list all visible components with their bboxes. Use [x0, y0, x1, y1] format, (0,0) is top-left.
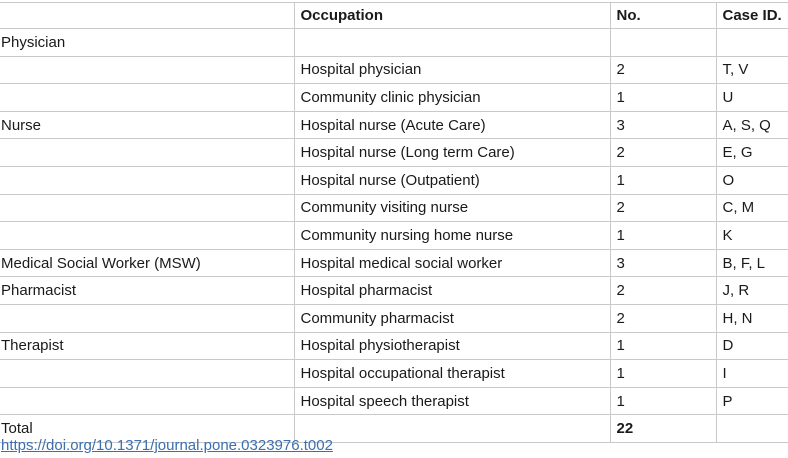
header-case-id: Case ID. — [716, 3, 788, 29]
table-row — [0, 360, 788, 388]
count-cell: 1 — [610, 84, 716, 112]
occupation-cell: Community nursing home nurse — [294, 222, 610, 250]
case-id-cell: E, G — [716, 139, 788, 167]
table-header-row — [0, 3, 788, 29]
case-id-cell: D — [716, 332, 788, 360]
category-cell: Pharmacist — [0, 277, 294, 305]
table-row — [0, 111, 788, 139]
occupation-cell: Community pharmacist — [294, 304, 610, 332]
category-cell — [0, 194, 294, 222]
case-id-cell: I — [716, 360, 788, 388]
case-id-cell: H, N — [716, 304, 788, 332]
occupation-cell: Hospital occupational therapist — [294, 360, 610, 388]
category-cell — [0, 387, 294, 415]
category-cell: Medical Social Worker (MSW) — [0, 249, 294, 277]
category-cell — [0, 166, 294, 194]
category-cell: Nurse — [0, 111, 294, 139]
table-row — [0, 194, 788, 222]
table-row — [0, 56, 788, 84]
count-cell: 3 — [610, 111, 716, 139]
case-id-cell: P — [716, 387, 788, 415]
header-count: No. — [610, 3, 716, 29]
table-row — [0, 29, 788, 57]
total-occupation-cell — [294, 415, 610, 443]
count-cell: 1 — [610, 222, 716, 250]
count-cell: 1 — [610, 360, 716, 388]
occupation-cell: Hospital nurse (Long term Care) — [294, 139, 610, 167]
occupation-cell: Hospital physician — [294, 56, 610, 84]
count-cell: 1 — [610, 166, 716, 194]
table-row — [0, 166, 788, 194]
case-id-cell: K — [716, 222, 788, 250]
count-cell: 2 — [610, 194, 716, 222]
table-row — [0, 387, 788, 415]
occupation-cell: Hospital medical social worker — [294, 249, 610, 277]
header-category — [0, 3, 294, 29]
table-row — [0, 277, 788, 305]
case-id-cell: A, S, Q — [716, 111, 788, 139]
count-cell: 1 — [610, 387, 716, 415]
case-id-cell: J, R — [716, 277, 788, 305]
header-occupation: Occupation — [294, 3, 610, 29]
count-cell — [610, 29, 716, 57]
category-cell — [0, 56, 294, 84]
occupation-cell: Community visiting nurse — [294, 194, 610, 222]
category-cell — [0, 84, 294, 112]
occupation-cell: Hospital physiotherapist — [294, 332, 610, 360]
case-id-cell: B, F, L — [716, 249, 788, 277]
case-id-cell: U — [716, 84, 788, 112]
count-cell: 3 — [610, 249, 716, 277]
occupation-table — [0, 2, 788, 443]
occupation-cell: Community clinic physician — [294, 84, 610, 112]
category-cell — [0, 222, 294, 250]
doi-link[interactable]: https://doi.org/10.1371/journal.pone.0323976.t002 — [1, 437, 333, 454]
category-cell: Physician — [0, 29, 294, 57]
case-id-cell: C, M — [716, 194, 788, 222]
category-cell — [0, 304, 294, 332]
category-cell: Therapist — [0, 332, 294, 360]
count-cell: 2 — [610, 56, 716, 84]
total-label: Total — [0, 415, 294, 443]
total-case-ids — [716, 415, 788, 443]
count-cell: 2 — [610, 304, 716, 332]
occupation-cell: Hospital pharmacist — [294, 277, 610, 305]
table-row — [0, 332, 788, 360]
case-id-cell: T, V — [716, 56, 788, 84]
count-cell: 2 — [610, 139, 716, 167]
table-row — [0, 222, 788, 250]
category-cell — [0, 360, 294, 388]
total-count: 22 — [610, 415, 716, 443]
case-id-cell — [716, 29, 788, 57]
occupation-cell — [294, 29, 610, 57]
occupation-cell: Hospital nurse (Acute Care) — [294, 111, 610, 139]
occupation-cell: Hospital nurse (Outpatient) — [294, 166, 610, 194]
case-id-cell: O — [716, 166, 788, 194]
count-cell: 2 — [610, 277, 716, 305]
category-cell — [0, 139, 294, 167]
table-row — [0, 304, 788, 332]
table-row — [0, 139, 788, 167]
occupation-cell: Hospital speech therapist — [294, 387, 610, 415]
count-cell: 1 — [610, 332, 716, 360]
table-body — [0, 29, 788, 415]
table-row — [0, 249, 788, 277]
table-row — [0, 84, 788, 112]
